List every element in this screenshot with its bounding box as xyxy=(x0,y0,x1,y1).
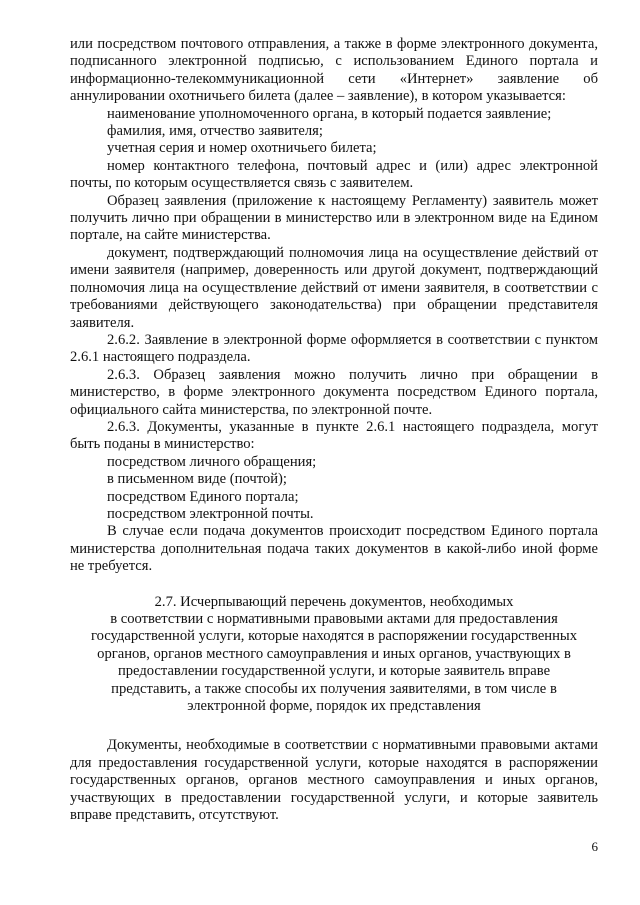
clause-2-6-3-documents: 2.6.3. Документы, указанные в пункте 2.6.1 настоящего подраздела, могут быть поданы в министерство: xyxy=(70,418,598,453)
submission-methods-list xyxy=(70,454,598,524)
closing-paragraph: В случае если подача документов происходит посредством Единого портала министерства дополнительная подача таких документов в какой-либо иной форме не требуется. xyxy=(70,523,598,575)
heading-line: государственной услуги, которые находятся в распоряжении государственных xyxy=(90,628,578,645)
page-number: 6 xyxy=(591,839,598,854)
authority-document-paragraph: документ, подтверждающий полномочия лица на осуществление действий от имени заявителя (например, доверенность или другой документ, подтверждающий полномочия лица на осуществление действий от имени заявителя, в соответствии с требованиями действующего законодательства) при обращении представителя заявителя. xyxy=(70,244,598,331)
heading-line: 2.7. Исчерпывающий перечень документов, необходимых xyxy=(154,593,514,610)
section-body-paragraph: Документы, необходимые в соответствии с нормативными правовыми актами для предоставления государственной услуги, которые находятся в распоряжении государственных органов, органов местного самоуправления и иных органов, участвующих в предоставлении государственной услуги, и которые заявитель вправе представить, отсутствуют. xyxy=(70,737,598,824)
section-heading-2-7 xyxy=(70,594,598,716)
heading-line: в соответствии с нормативными правовыми актами для предоставления xyxy=(110,611,558,627)
heading-line: предоставлении государственной услуги, и которые заявитель вправе xyxy=(117,663,551,680)
list-item: в письменном виде (почтой); xyxy=(107,471,287,488)
intro-paragraph: или посредством почтового отправления, а также в форме электронного документа, подписанного электронной подписью, с использованием Единого портала и информационно-телекоммуникационной сети «Интернет» заявление об аннулировании охотничьего билета (далее – заявление), в котором указывается: xyxy=(70,36,598,105)
list-item: учетная серия и номер охотничьего билета; xyxy=(107,140,377,157)
list-item: фамилия, имя, отчество заявителя; xyxy=(107,123,323,140)
clause-2-6-2: 2.6.2. Заявление в электронной форме оформляется в соответствии с пунктом 2.6.1 настоящего подраздела. xyxy=(70,331,598,366)
list-item: посредством электронной почты. xyxy=(107,505,314,522)
sample-paragraph: Образец заявления (приложение к настоящему Регламенту) заявитель может получить лично при обращении в министерство или в электронном виде на Едином портале, на сайте министерства. xyxy=(70,192,598,244)
heading-line: представить, а также способы их получения заявителями, в том числе в xyxy=(111,680,557,697)
list-item: посредством Единого портала; xyxy=(107,488,299,505)
heading-line: органов, органов местного самоуправления и иных органов, участвующих в xyxy=(97,645,571,662)
heading-line: электронной форме, порядок их представления xyxy=(187,698,481,715)
clause-2-6-3-sample: 2.6.3. Образец заявления можно получить лично при обращении в министерство, в форме электронного документа посредством Единого портала, официального сайта министерства, по электронной почте. xyxy=(70,366,598,418)
contact-paragraph: номер контактного телефона, почтовый адрес и (или) адрес электронной почты, по которым осуществляется связь с заявителем. xyxy=(70,157,598,192)
application-contents-list xyxy=(70,106,598,158)
list-item: посредством личного обращения; xyxy=(107,453,317,470)
list-item: наименование уполномоченного органа, в который подается заявление; xyxy=(107,105,552,122)
